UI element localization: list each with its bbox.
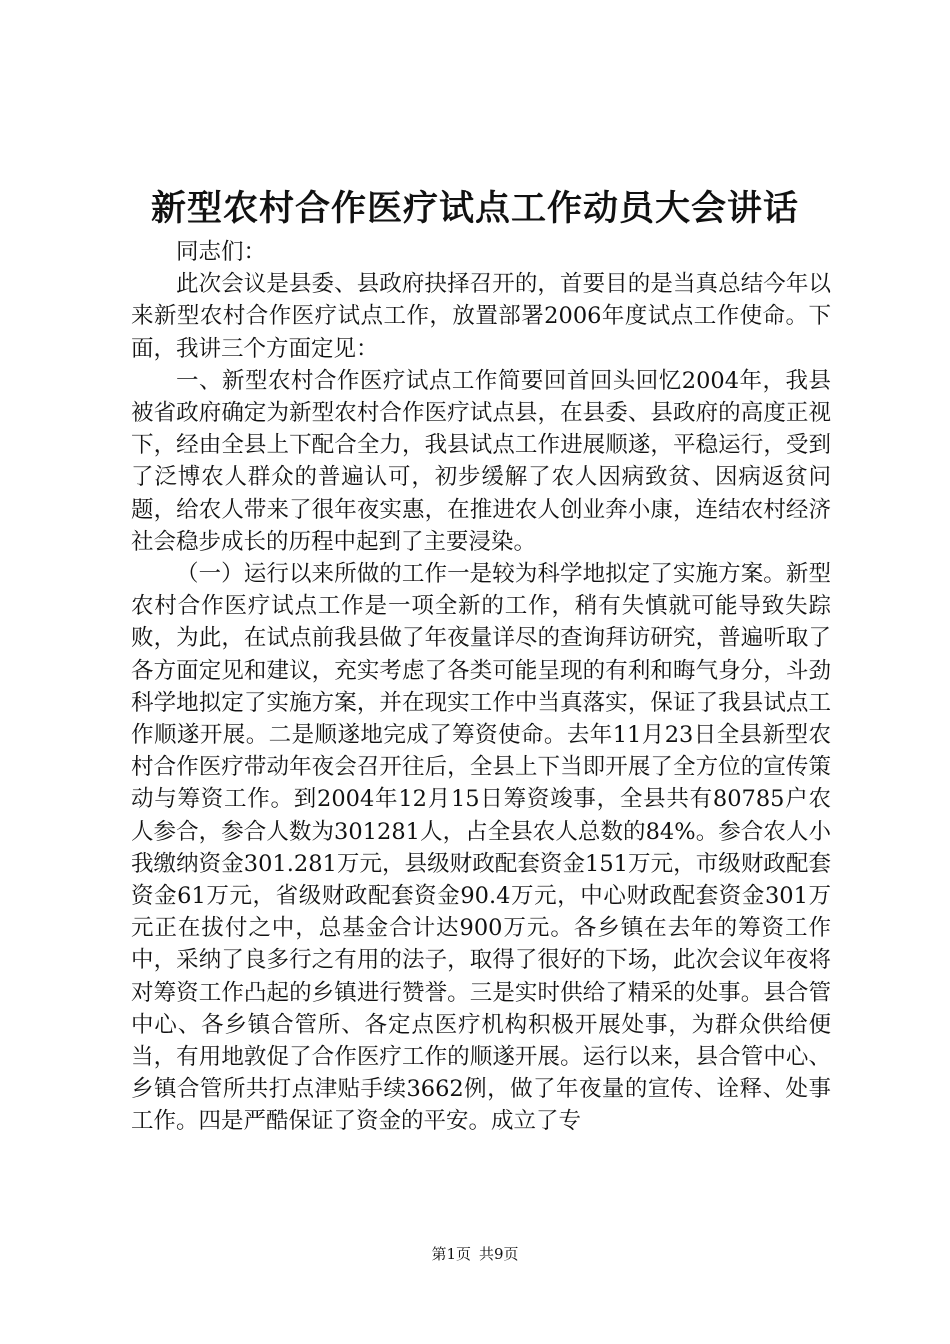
- document-title: 新型农村合作医疗试点工作动员大会讲话: [150, 188, 799, 229]
- document-body: [131, 236, 831, 1138]
- paragraph-review: 一、新型农村合作医疗试点工作简要回首回头回忆2004年，我县被省政府确定为新型农村合作医疗试点县，在县委、县政府的高度正视下，经由全县上下配合全力，我县试点工作进展顺遂，平稳运行，受到了泛博农人群众的普遍认可，初步缓解了农人因病致贫、因病返贫问题，给农人带来了很年夜实惠，在推进农人创业奔小康，连结农村经济社会稳步成长的历程中起到了主要浸染。: [131, 367, 831, 555]
- page-footer: [0, 1244, 950, 1264]
- greeting: 同志们：: [176, 239, 267, 265]
- page-number: 第1页: [431, 1245, 471, 1263]
- paragraph-work-done: （一）运行以来所做的工作一是较为科学地拟定了实施方案。新型农村合作医疗试点工作是一项全新的工作，稍有失慎就可能导致失踪败，为此，在试点前我县做了年夜量详尽的查询拜访研究，普遍听取了各方面定见和建议，充实考虑了各类可能呈现的有利和晦气身分，斗劲科学地拟定了实施方案，并在现实工作中当真落实，保证了我县试点工作顺遂开展。二是顺遂地完成了筹资使命。去年11月23日全县新型农村合作医疗带动年夜会召开往后，全县上下当即开展了全方位的宣传策动与筹资工作。到2004年12月15日筹资竣事，全县共有80785户农人参合，参合人数为301281人，占全县农人总数的84%。参合农人小我缴纳资金301.281万元，县级财政配套资金151万元，市级财政配套资金61万元，省级财政配套资金90.4万元，中心财政配套资金301万元正在拔付之中，总基金合计达900万元。各乡镇在去年的筹资工作中，采纳了良多行之有用的法子，取得了很好的下场，此次会议年夜将对筹资工作凸起的乡镇进行赞誉。三是实时供给了精采的处事。县合管中心、各乡镇合管所、各定点医疗机构积极开展处事，为群众供给便当，有用地敦促了合作医疗工作的顺遂开展。运行以来，县合管中心、乡镇合管所共打点津贴手续3662例，做了年夜量的宣传、诠释、处事工作。四是严酷保证了资金的平安。成立了专: [131, 561, 831, 1135]
- paragraph-intro: 此次会议是县委、县政府抉择召开的，首要目的是当真总结今年以来新型农村合作医疗试点工作，放置部署2006年度试点工作使命。下面，我讲三个方面定见：: [131, 271, 831, 362]
- page-total: 共9页: [479, 1245, 519, 1263]
